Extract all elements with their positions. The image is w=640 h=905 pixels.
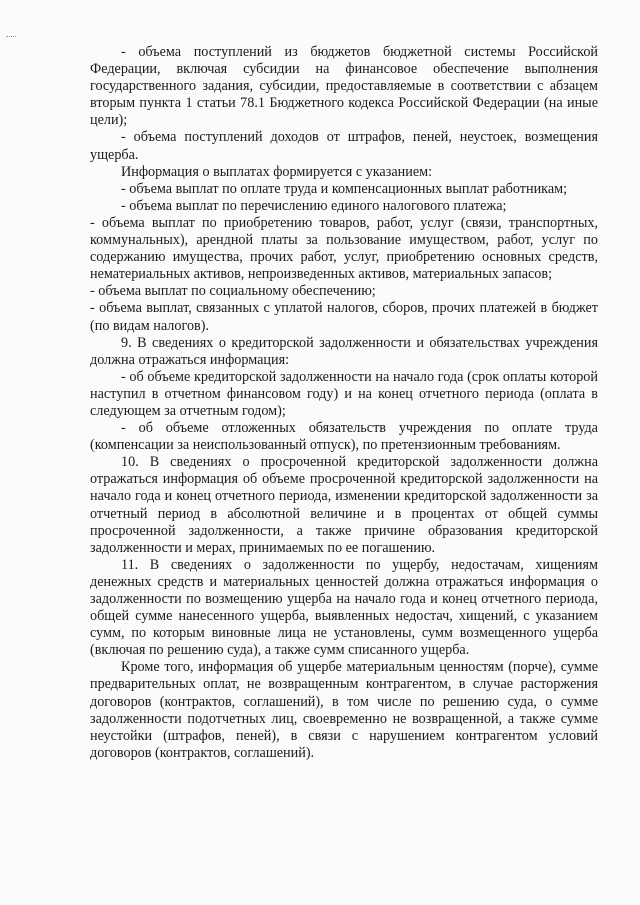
document-body [90,44,598,762]
paragraph-1: - объема поступлений из бюджетов бюджетной системы Российской Федерации, включая субсидии на финансовое обеспечение выполнения государственного задания, субсидии, предоставляемые в соответствии с абзацем вторым пункта 1 статьи 78.1 Бюджетного кодекса Российской Федерации (на иные цели); [90,44,598,129]
paragraph-8: - объема выплат, связанных с уплатой налогов, сборов, прочих платежей в бюджет (по видам налогов). [90,300,598,334]
paragraph-14: Кроме того, информация об ущербе материальным ценностям (порче), сумме предварительных оплат, не возвращенным контрагентом, в случае расторжения договоров (контрактов, соглашений), в том числе по решению суда, о сумме задолженности подотчетных лиц, своевременно не возвращенной, а также сумме неустойки (штрафов, пеней), в связи с нарушением контрагентом условий договоров (контрактов, соглашений). [90,659,598,761]
paragraph-6: - объема выплат по приобретению товаров, работ, услуг (связи, транспортных, коммунальных), арендной платы за пользование имуществом, работ, услуг по содержанию имущества, прочих работ, услуг, приобретению основных средств, нематериальных активов, непроизведенных активов, материальных запасов; [90,214,598,283]
paragraph-13: 11. В сведениях о задолженности по ущербу, недостачам, хищениям денежных средств и материальных ценностей должна отражаться информация о задолженности по возмещению ущерба на начало года и конец отчетного периода, общей сумме нанесенного ущерба, выявленных недостач, хищений, с указанием сумм, по которым виновные лица не установлены, сумм возмещенного ущерба (включая по решению суда), а также сумм списанного ущерба. [90,556,598,659]
paragraph-10: - об объеме кредиторской задолженности на начало года (срок оплаты которой наступил в отчетном финансовом году) и на конец отчетного периода (оплата в следующем за отчетным годом); [90,368,598,419]
paragraph-5: - объема выплат по перечислению единого налогового платежа; [121,197,507,214]
paragraph-9: 9. В сведениях о кредиторской задолженности и обязательствах учреждения должна отражаться информация: [90,334,598,368]
paragraph-7: - объема выплат по социальному обеспечению; [90,283,376,300]
paragraph-4: - объема выплат по оплате труда и компенсационных выплат работникам; [121,180,568,197]
paragraph-11: - об объеме отложенных обязательств учреждения по оплате труда (компенсации за неиспользованный отпуск), по претензионным требованиям. [90,420,598,454]
paragraph-2: - объема поступлений доходов от штрафов, пеней, неустоек, возмещения ущерба. [90,129,598,163]
scan-edge-mark [6,36,16,40]
paragraph-12: 10. В сведениях о просроченной кредиторской задолженности должна отражаться информация об объеме просроченной кредиторской задолженности на начало года и конец отчетного периода, изменении кредиторской задолженности за отчетный период в абсолютной величине и в процентах от общей суммы просроченной задолженности, а также причине образования кредиторской задолженности и мерах, принимаемых по ее погашению. [90,454,598,556]
paragraph-3: Информация о выплатах формируется с указанием: [121,163,433,180]
